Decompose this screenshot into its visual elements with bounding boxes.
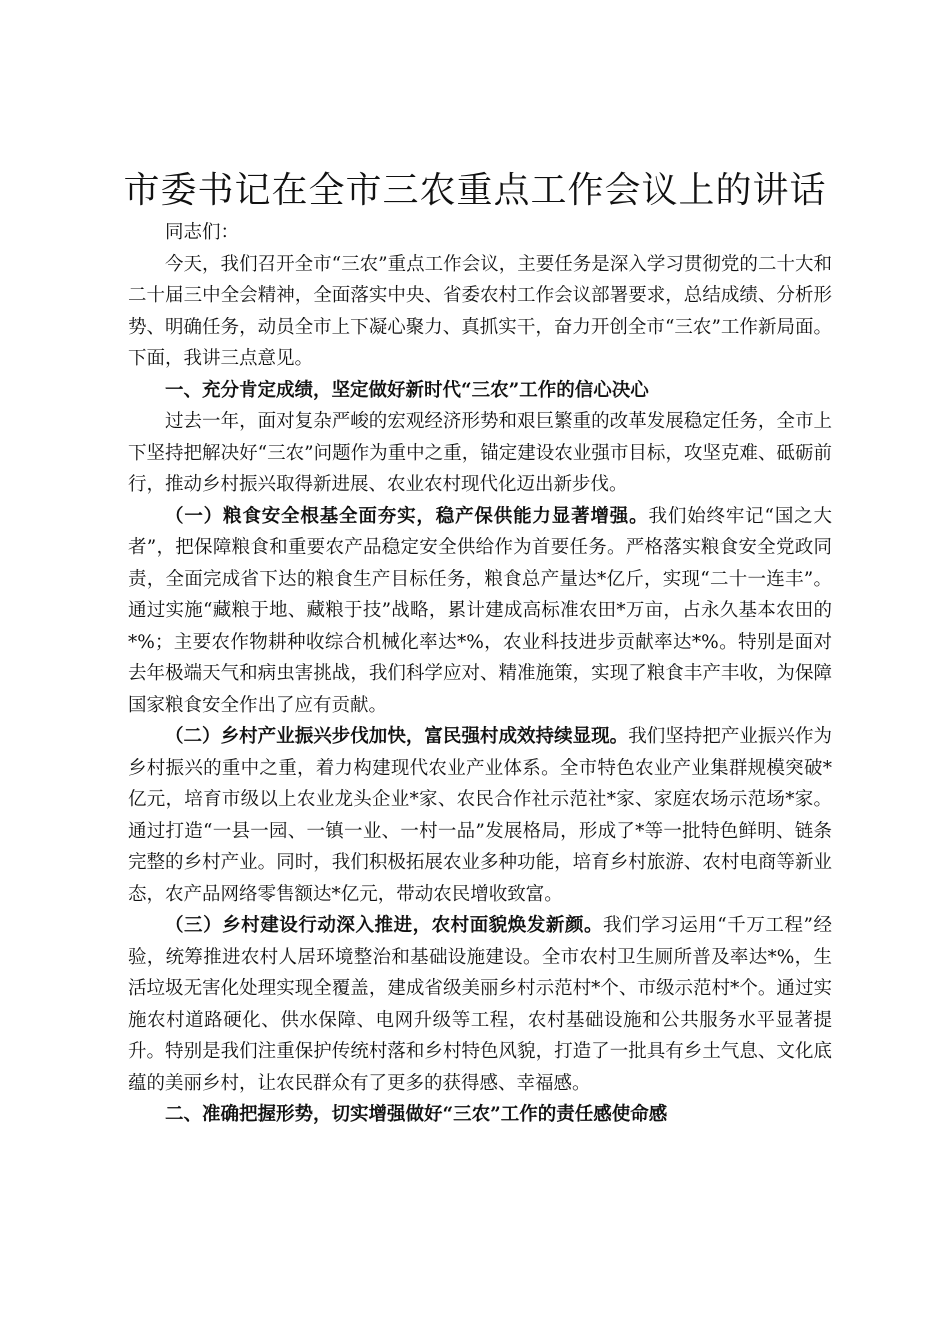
salutation: 同志们： (165, 222, 240, 243)
document-title: 市委书记在全市三农重点工作会议上的讲话 (123, 170, 827, 211)
section-1-point-1 (128, 501, 832, 722)
point-2-lead: （二）乡村产业振兴步伐加快，富民强村成效持续显现。 (165, 726, 629, 747)
point-3-lead: （三）乡村建设行动深入推进，农村面貌焕发新颜。 (165, 915, 604, 936)
intro-paragraph: 今天，我们召开全市“三农”重点工作会议，主要任务是深入学习贯彻党的二十大和二十届三中全会精神，全面落实中央、省委农村工作会议部署要求，总结成绩、分析形势、明确任务，动员全市上下凝心聚力、真抓实干，奋力开创全市“三农”工作新局面。下面，我讲三点意见。 (128, 253, 832, 369)
section-1-intro: 过去一年，面对复杂严峻的宏观经济形势和艰巨繁重的改革发展稳定任务，全市上下坚持把解决好“三农”问题作为重中之重，锚定建设农业强市目标，攻坚克难、砥砺前行，推动乡村振兴取得新进展、农业农村现代化迈出新步伐。 (128, 411, 832, 495)
document-body (128, 217, 832, 1131)
section-1-heading: 一、充分肯定成绩，坚定做好新时代“三农”工作的信心决心 (165, 379, 649, 401)
point-1-text: 我们始终牢记“国之大者”，把保障粮食和重要农产品稳定安全供给作为首要任务。严格落实粮食安全党政同责，全面完成省下达的粮食生产目标任务，粮食总产量达*亿斤，实现“二十一连丰”。通过实施“藏粮于地、藏粮于技”战略，累计建成高标准农田*万亩，占永久基本农田的*%；主要农作物耕种收综合机械化率达*%，农业科技进步贡献率达*%。特别是面对去年极端天气和病虫害挑战，我们科学应对、精准施策，实现了粮食丰产丰收，为保障国家粮食安全作出了应有贡献。 (128, 505, 832, 716)
point-3-text: 我们学习运用“千万工程”经验，统筹推进农村人居环境整治和基础设施建设。全市农村卫生厕所普及率达*%，生活垃圾无害化处理实现全覆盖，建成省级美丽乡村示范村*个、市级示范村*个。通过实施农村道路硬化、供水保障、电网升级等工程，农村基础设施和公共服务水平显著提升。特别是我们注重保护传统村落和乡村特色风貌，打造了一批具有乡土气息、文化底蕴的美丽乡村，让农民群众有了更多的获得感、幸福感。 (128, 915, 832, 1094)
point-1-lead: （一）粮食安全根基全面夯实，稳产保供能力显著增强。 (165, 505, 649, 527)
section-1-point-2 (128, 721, 832, 910)
section-2-heading: 二、准确把握形势，切实增强做好“三农”工作的责任感使命感 (165, 1104, 668, 1125)
section-1-point-3 (128, 910, 832, 1099)
point-2-text: 我们坚持把产业振兴作为乡村振兴的重中之重，着力构建现代农业产业体系。全市特色农业产业集群规模突破*亿元，培育市级以上农业龙头企业*家、农民合作社示范社*家、家庭农场示范场*家。通过打造“一县一园、一镇一业、一村一品”发展格局，形成了*等一批特色鲜明、链条完整的乡村产业。同时，我们积极拓展农业多种功能，培育乡村旅游、农村电商等新业态，农产品网络零售额达*亿元，带动农民增收致富。 (128, 726, 832, 905)
